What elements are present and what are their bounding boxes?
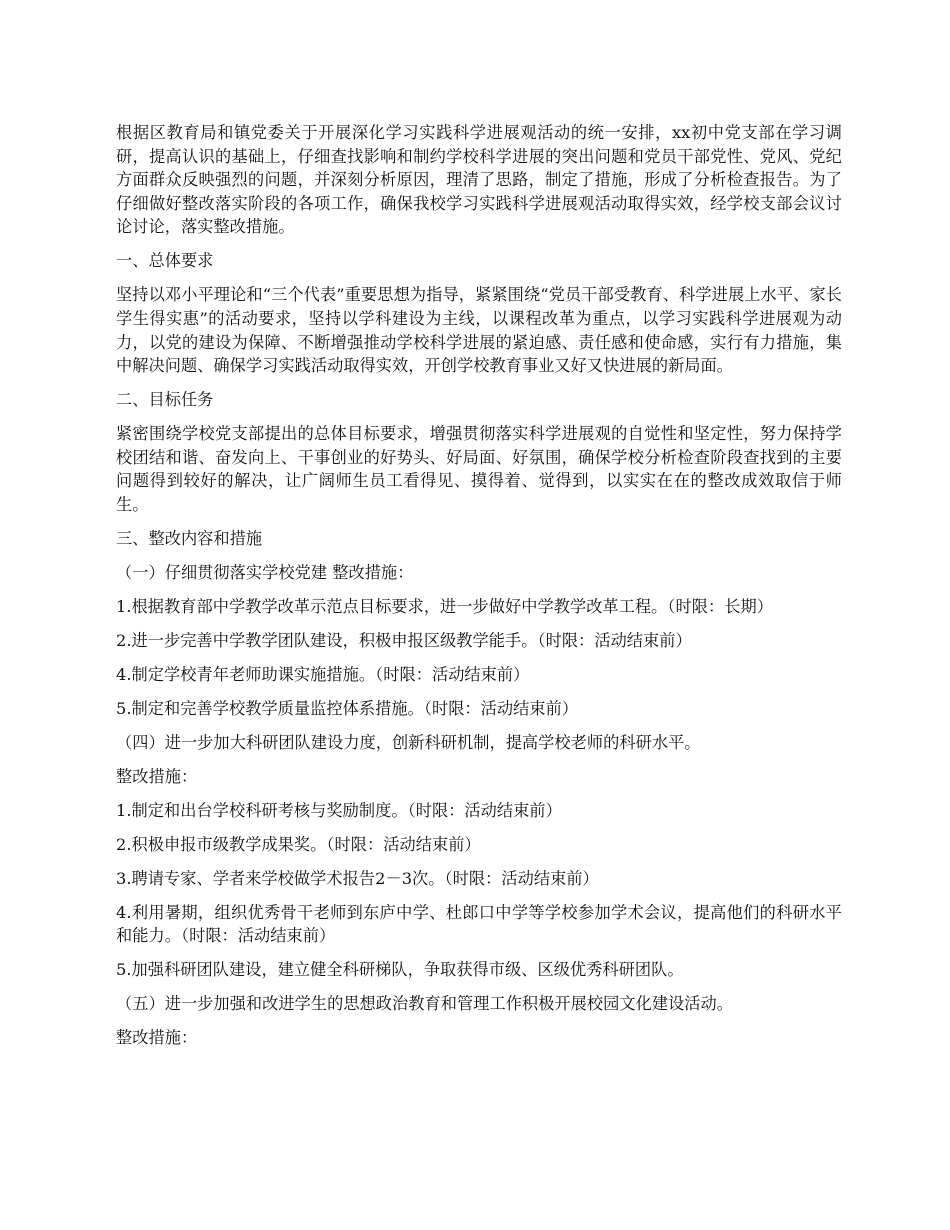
measures-label: 整改措施： [116, 1028, 198, 1048]
section-heading-rectification: 三、整改内容和措施 [116, 528, 263, 548]
measures-label: 整改措施： [116, 766, 198, 786]
subsection-heading-party-building: （一）仔细贯彻落实学校党建 整改措施： [116, 562, 414, 582]
goals-paragraph: 紧密围绕学校党支部提出的总体目标要求，增强贯彻落实科学进展观的自觉性和坚定性，努力保持学校团结和谐、奋发向上、干事创业的好势头、好局面、好氛围，确保学校分析检查阶段查找到的主要问题得到较好的解决，让广阔师生员工看得见、摸得着、觉得到，以实实在在的整改成效取信于师生。 [116, 424, 842, 514]
list-item: 3.聘请专家、学者来学校做学术报告2－3次。（时限：活动结束前） [116, 868, 599, 888]
list-item: 1.根据教育部中学教学改革示范点目标要求，进一步做好中学教学改革工程。（时限：长期） [116, 596, 773, 616]
list-item: 2.积极申报市级教学成果奖。（时限：活动结束前） [116, 834, 481, 854]
list-item: 4.利用暑期，组织优秀骨干老师到东庐中学、杜郎口中学等学校参加学术会议，提高他们的科研水平和能力。（时限：活动结束前） [116, 902, 842, 946]
list-item: 5.加强科研团队建设，建立健全科研梯队，争取获得市级、区级优秀科研团队。 [116, 960, 684, 980]
intro-paragraph: 根据区教育局和镇党委关于开展深化学习实践科学进展观活动的统一安排，xx初中党支部在学习调研，提高认识的基础上，仔细查找影响和制约学校科学进展的突出问题和党员干部党性、党风、党纪方面群众反映强烈的问题，并深刻分析原因，理清了思路，制定了措施，形成了分析检查报告。为了仔细做好整改落实阶段的各项工作，确保我校学习实践科学进展观活动取得实效，经学校支部会议讨论讨论，落实整改措施。 [116, 123, 842, 237]
overall-requirements-paragraph: 坚持以邓小平理论和“三个代表”重要思想为指导，紧紧围绕“党员干部受教育、科学进展上水平、家长学生得实惠”的活动要求，坚持以学科建设为主线，以课程改革为重点，以学习实践科学进展观为动力，以党的建设为保障、不断增强推动学校科学进展的紧迫感、责任感和使命感，实行有力措施，集中解决问题、确保学习实践活动取得实效，开创学校教育事业又好又快进展的新局面。 [116, 285, 842, 376]
section-heading-overall-requirements: 一、总体要求 [116, 251, 214, 271]
list-item: 1.制定和出台学校科研考核与奖励制度。（时限：活动结束前） [116, 800, 562, 820]
list-item: 5.制定和完善学校教学质量监控体系措施。（时限：活动结束前） [116, 698, 579, 718]
list-item: 4.制定学校青年老师助课实施措施。（时限：活动结束前） [116, 664, 530, 684]
subsection-heading-research-team: （四）进一步加大科研团队建设力度，创新科研机制，提高学校老师的科研水平。 [116, 732, 701, 752]
subsection-heading-student-education: （五）进一步加强和改进学生的思想政治教育和管理工作积极开展校园文化建设活动。 [116, 994, 734, 1014]
list-item: 2.进一步完善中学教学团队建设，积极申报区级教学能手。（时限：活动结束前） [116, 630, 692, 650]
section-heading-goals: 二、目标任务 [116, 390, 214, 410]
document-body [116, 121, 842, 1060]
